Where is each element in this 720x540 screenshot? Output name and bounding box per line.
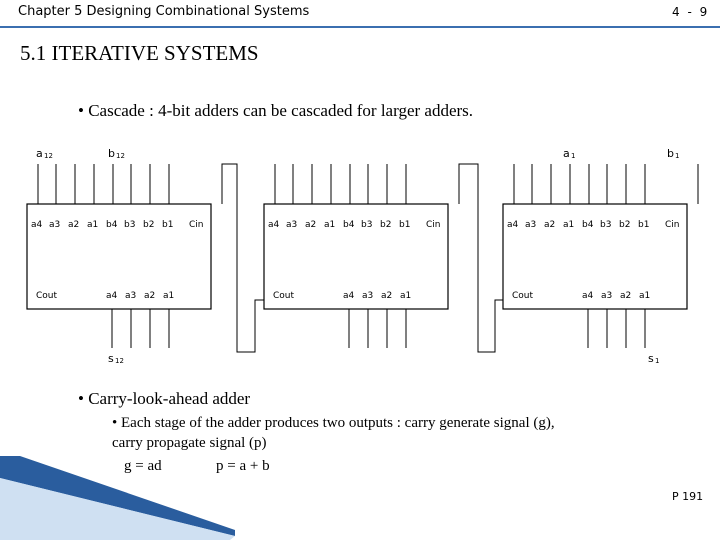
block-input-label: Cin bbox=[426, 220, 441, 230]
block-input-label: a3 bbox=[49, 220, 61, 230]
label-a12-sub: 12 bbox=[44, 152, 53, 160]
block-input-label: b1 bbox=[162, 220, 174, 230]
block-input-label: a4 bbox=[507, 220, 519, 230]
slide-number: 4 - 9 bbox=[672, 5, 710, 19]
block-input-label: a4 bbox=[268, 220, 280, 230]
block-input-label: a2 bbox=[305, 220, 317, 230]
label-s12-sub: 12 bbox=[115, 357, 124, 365]
page-number: P 191 bbox=[672, 490, 704, 503]
block-input-label: b3 bbox=[600, 220, 612, 230]
label-a1: a bbox=[563, 147, 570, 160]
block-input-label: a4 bbox=[31, 220, 43, 230]
label-s1-sub: 1 bbox=[655, 357, 660, 365]
carry-wire-middle-right bbox=[459, 164, 503, 352]
block-input-label: b2 bbox=[619, 220, 631, 230]
sub-bullet-stage bbox=[112, 413, 555, 433]
block-output-label: a3 bbox=[601, 291, 613, 301]
carry-wire-left-middle bbox=[222, 164, 264, 352]
block-cout-label: Cout bbox=[273, 291, 295, 301]
chapter-header: Chapter 5 Designing Combinational Systems bbox=[18, 4, 310, 19]
block-input-label: a3 bbox=[525, 220, 537, 230]
block-input-label: a1 bbox=[563, 220, 575, 230]
block-input-label: Cin bbox=[665, 220, 680, 230]
corner-wedge-fade bbox=[0, 478, 235, 540]
sub-bullet-dot: • bbox=[112, 415, 122, 431]
block-output-label: a4 bbox=[106, 291, 118, 301]
block-input-label: a2 bbox=[68, 220, 80, 230]
g-formula: g = ad bbox=[124, 458, 162, 474]
label-b12: b bbox=[108, 147, 115, 160]
label-a12: a bbox=[36, 147, 43, 160]
block-output-label: a1 bbox=[163, 291, 175, 301]
block-input-label: b4 bbox=[106, 220, 118, 230]
block-input-label: b2 bbox=[143, 220, 155, 230]
block-output-label: a4 bbox=[582, 291, 594, 301]
block-input-label: b2 bbox=[380, 220, 392, 230]
block-cout-label: Cout bbox=[512, 291, 534, 301]
bullet-carry bbox=[78, 389, 250, 409]
block-input-label: b4 bbox=[582, 220, 594, 230]
block-output-label: a3 bbox=[125, 291, 137, 301]
block-input-label: b3 bbox=[124, 220, 136, 230]
label-a1-sub: 1 bbox=[571, 152, 576, 160]
block-input-label: a1 bbox=[87, 220, 99, 230]
block-output-label: a3 bbox=[362, 291, 374, 301]
label-s1: s bbox=[648, 352, 654, 365]
block-input-label: Cin bbox=[189, 220, 204, 230]
block-cout-label: Cout bbox=[36, 291, 58, 301]
label-b1: b bbox=[667, 147, 674, 160]
section-title: 5.1 ITERATIVE SYSTEMS bbox=[20, 41, 259, 65]
block-input-label: b1 bbox=[399, 220, 411, 230]
block-output-label: a2 bbox=[620, 291, 632, 301]
label-b12-sub: 12 bbox=[116, 152, 125, 160]
block-output-label: a1 bbox=[400, 291, 412, 301]
bullet-dot: • bbox=[78, 389, 89, 408]
bullet-cascade-text: Cascade : 4-bit adders can be cascaded for larger adders. bbox=[88, 101, 474, 120]
bullet-carry-text: Carry-look-ahead adder bbox=[88, 389, 251, 408]
block-input-label: a1 bbox=[324, 220, 336, 230]
block-input-label: b4 bbox=[343, 220, 355, 230]
bullet-dot: • bbox=[78, 101, 89, 120]
block-output-label: a2 bbox=[144, 291, 156, 301]
label-s12: s bbox=[108, 352, 114, 365]
block-output-label: a4 bbox=[343, 291, 355, 301]
block-input-label: b3 bbox=[361, 220, 373, 230]
sub-bullet-line1: Each stage of the adder produces two outputs : carry generate signal (g), bbox=[121, 415, 555, 431]
block-output-label: a1 bbox=[639, 291, 651, 301]
block-output-label: a2 bbox=[381, 291, 393, 301]
block-input-label: a2 bbox=[544, 220, 556, 230]
sub-bullet-line2: carry propagate signal (p) bbox=[112, 435, 267, 451]
p-formula: p = a + b bbox=[216, 458, 270, 474]
block-input-label: a3 bbox=[286, 220, 298, 230]
block-input-label: b1 bbox=[638, 220, 650, 230]
label-b1-sub: 1 bbox=[675, 152, 680, 160]
